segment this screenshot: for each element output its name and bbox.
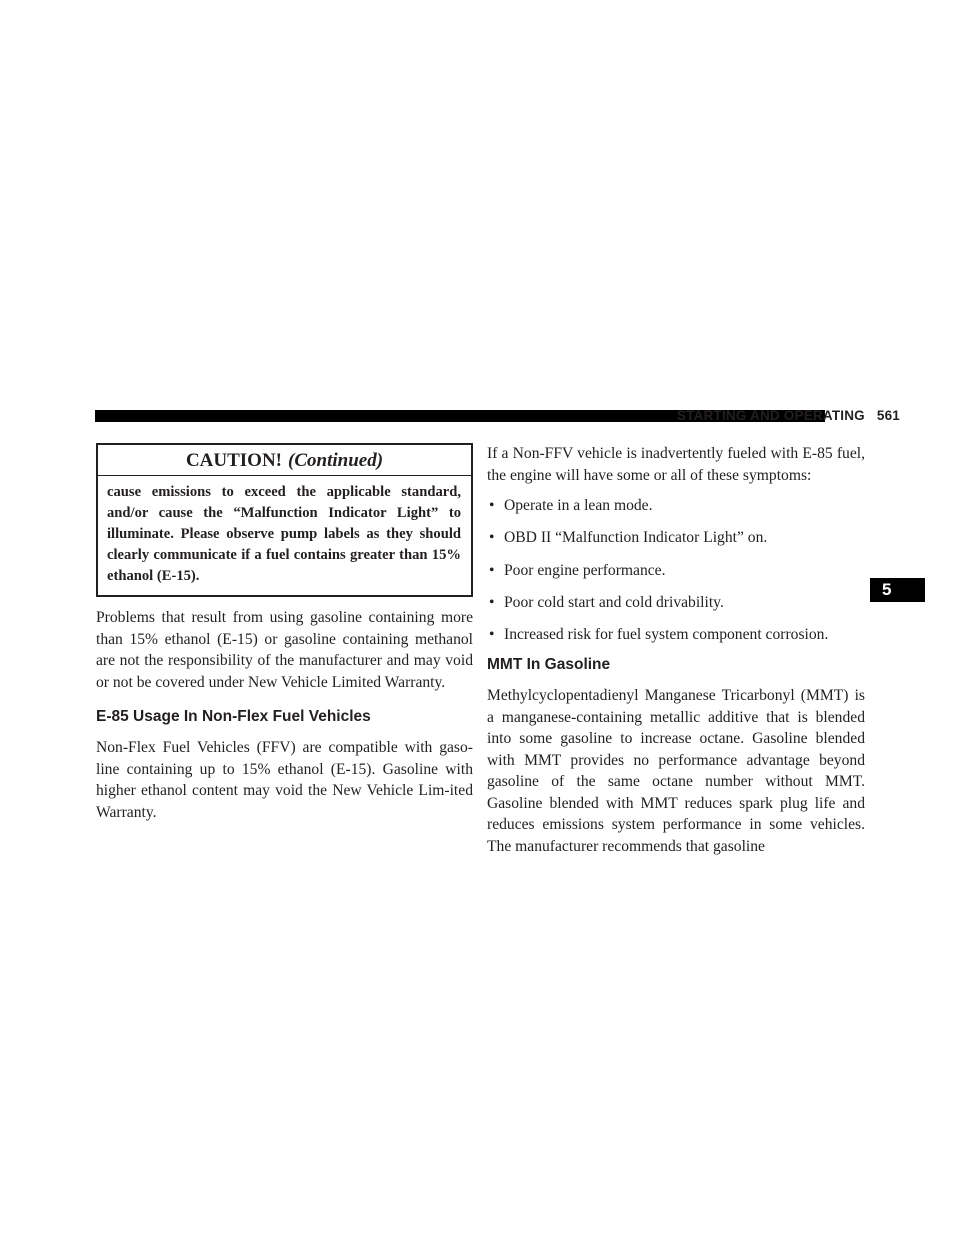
page-number: 561 (876, 408, 900, 423)
paragraph: Problems that result from using gasoline containing more than 15% ethanol (E-15) or gasoline containing methanol are not the responsibility of the manufacturer and may void or not be covered under New Vehicle Limited Warranty. (96, 609, 473, 691)
symptom-list (487, 495, 865, 646)
section-heading: MMT In Gasoline (487, 656, 611, 674)
list-item: • Poor engine performance. (489, 561, 666, 579)
list-item: • Increased risk for fuel system component corrosion. (489, 626, 829, 644)
paragraph: If a Non-FFV vehicle is inadvertently fueled with E-85 fuel, the engine will have some or all of these symptoms: (487, 445, 865, 484)
running-header (677, 408, 900, 423)
caution-box (96, 443, 473, 597)
caution-continued: (Continued) (288, 450, 384, 471)
right-column (487, 443, 865, 857)
list-item: • Operate in a lean mode. (489, 497, 653, 514)
caution-title: CAUTION! (185, 450, 283, 471)
paragraph: Methylcyclopentadienyl Manganese Tricarbonyl (MMT) is a manganese-containing metallic additive that is blended into some gasoline to increase octane. Gasoline blended with MMT provides no performance advantage beyond gasoline of the same octane number without MMT. Gasoline blended with MMT reduces spark plug life and reduces emissions system performance in some vehicles. The manufacturer recommends that gasoline (487, 687, 865, 855)
paragraph: Non-Flex Fuel Vehicles (FFV) are compatible with gaso-line containing up to 15% ethanol (E-15). Gasoline with higher ethanol content may void the New Vehicle Lim-ited Warranty. (96, 739, 473, 821)
list-item: • OBD II “Malfunction Indicator Light” on. (489, 529, 768, 547)
chapter-tab: 5 (870, 578, 925, 602)
section-title: STARTING AND OPERATING (676, 408, 865, 423)
left-column (96, 443, 473, 823)
caution-text: cause emissions to exceed the applicable standard, and/or cause the “Malfunction Indicator Light” to illuminate. Please observe pump labels as they should clearly communicate if a fuel contains greater than 15% ethanol (E-15). (107, 484, 461, 584)
list-item: • Poor cold start and cold drivability. (489, 593, 724, 611)
caution-header (98, 445, 471, 476)
section-heading: E-85 Usage In Non-Flex Fuel Vehicles (96, 708, 371, 725)
